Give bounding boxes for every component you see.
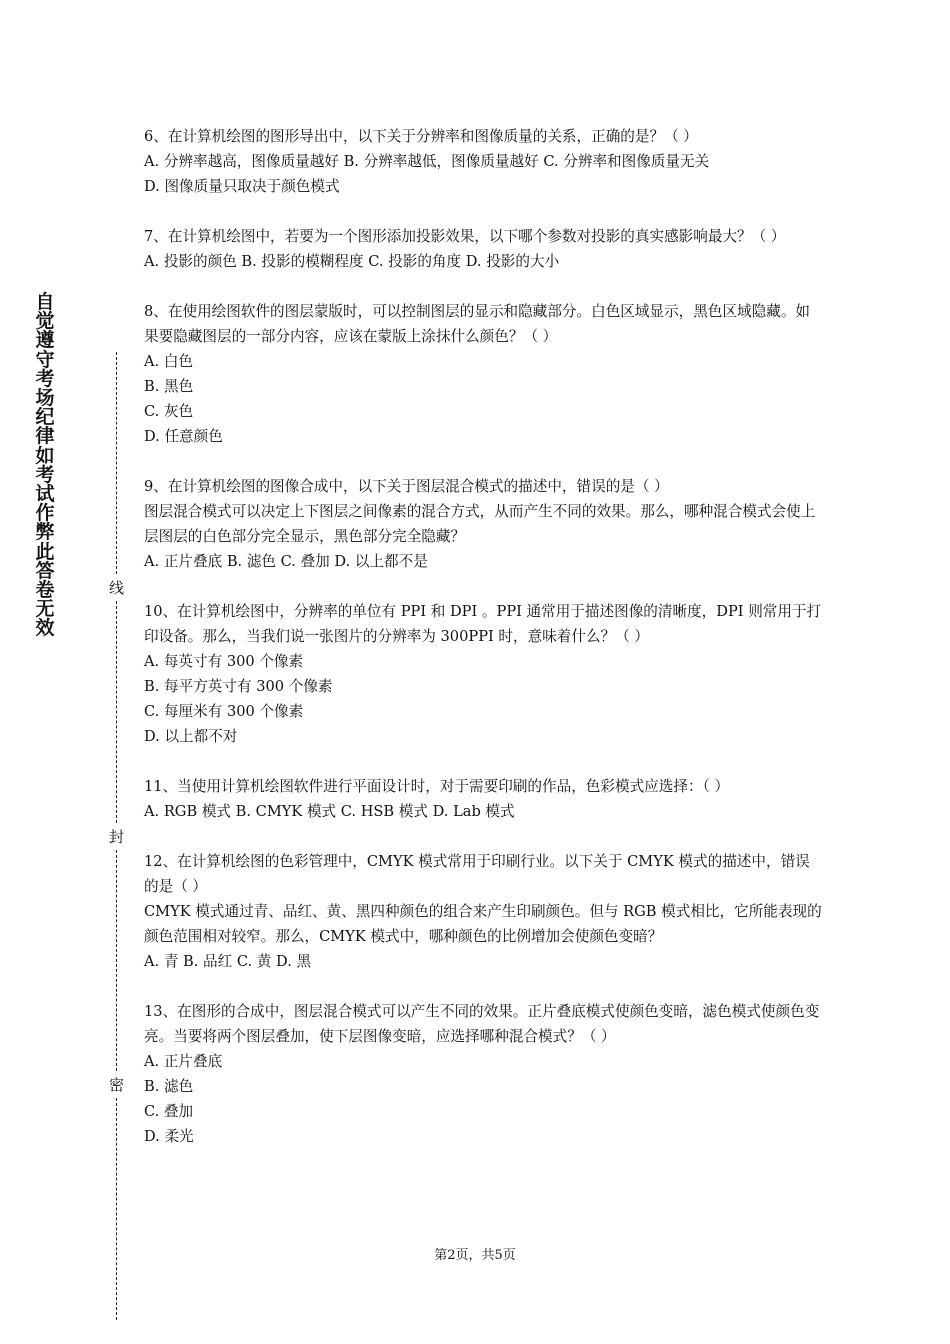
question-option-d: D. 以上都不对 (144, 728, 238, 745)
binding-label-feng: 封 (107, 828, 125, 844)
question-option-a: A. 正片叠底 (144, 1053, 223, 1070)
question-stem: 11、当使用计算机绘图软件进行平面设计时，对于需要印刷的作品，色彩模式应选择：（ ） (144, 778, 730, 795)
binding-label-xian: 线 (107, 579, 125, 595)
binding-dash (116, 601, 117, 823)
question-option-a: A. 白色 (144, 353, 194, 370)
question-stem: 10、在计算机绘图中，分辨率的单位有 PPI 和 DPI 。PPI 通常用于描述图像的清晰度，DPI 则常用于打印设备。那么，当我们说一张图片的分辨率为 300PPI 时，意味着什么？（ ） (144, 603, 822, 645)
question-option-c: C. 叠加 (144, 1103, 194, 1120)
question-13 (144, 999, 824, 1149)
question-9 (144, 474, 824, 574)
question-option-d: D. 图像质量只取决于颜色模式 (144, 178, 340, 195)
binding-dash (116, 850, 117, 1072)
question-stem: 13、在图形的合成中，图层混合模式可以产生不同的效果。正片叠底模式使颜色变暗，滤色模式使颜色变亮。当要将两个图层叠加，使下层图像变暗，应选择哪种混合模式？（ ） (144, 1003, 820, 1045)
question-11 (144, 774, 824, 824)
question-option-b: B. 黑色 (144, 378, 194, 395)
binding-line (106, 352, 126, 1320)
page-number: 第2页，共5页 (434, 1248, 516, 1263)
question-stem: 6、在计算机绘图的图形导出中，以下关于分辨率和图像质量的关系，正确的是？（ ） (144, 128, 698, 145)
question-options: A. 投影的颜色 B. 投影的模糊程度 C. 投影的角度 D. 投影的大小 (144, 253, 560, 270)
binding-label-mi: 密 (107, 1077, 125, 1093)
question-list (144, 124, 824, 1174)
question-options: A. 分辨率越高，图像质量越好 B. 分辨率越低，图像质量越好 C. 分辨率和图像质量无关 (144, 153, 710, 170)
question-context: CMYK 模式通过青、品红、黄、黑四种颜色的组合来产生印刷颜色。但与 RGB 模式相比，它所能表现的颜色范围相对较窄。那么，CMYK 模式中，哪种颜色的比例增加会使颜色变暗？ (144, 903, 822, 945)
question-options: A. 青 B. 品红 C. 黄 D. 黑 (144, 953, 312, 970)
question-option-b: B. 每平方英寸有 300 个像素 (144, 678, 333, 695)
question-options: A. RGB 模式 B. CMYK 模式 C. HSB 模式 D. Lab 模式 (144, 803, 515, 820)
question-stem: 8、在使用绘图软件的图层蒙版时，可以控制图层的显示和隐藏部分。白色区域显示，黑色区域隐藏。如果要隐藏图层的一部分内容，应该在蒙版上涂抹什么颜色？（ ） (144, 303, 811, 345)
question-option-a: A. 每英寸有 300 个像素 (144, 653, 304, 670)
question-stem: 7、在计算机绘图中，若要为一个图形添加投影效果，以下哪个参数对投影的真实感影响最大？（ ） (144, 228, 786, 245)
question-option-d: D. 任意颜色 (144, 428, 223, 445)
question-option-d: D. 柔光 (144, 1128, 194, 1145)
question-options: A. 正片叠底 B. 滤色 C. 叠加 D. 以上都不是 (144, 553, 428, 570)
question-option-c: C. 每厘米有 300 个像素 (144, 703, 304, 720)
question-context: 图层混合模式可以决定上下图层之间像素的混合方式，从而产生不同的效果。那么，哪种混合模式会使上层图层的白色部分完全显示，黑色部分完全隐藏？ (144, 503, 816, 545)
question-8 (144, 299, 824, 449)
binding-dash (116, 1098, 117, 1320)
question-stem: 9、在计算机绘图的图像合成中，以下关于图层混合模式的描述中，错误的是（ ） (144, 478, 669, 495)
binding-dash (116, 352, 117, 574)
question-option-c: C. 灰色 (144, 403, 194, 420)
question-option-b: B. 滤色 (144, 1078, 194, 1095)
question-10 (144, 599, 824, 749)
question-7 (144, 224, 824, 274)
exam-discipline-notice: 自觉遵守考场纪律如考试作弊此答卷无效 (35, 291, 55, 640)
question-stem: 12、在计算机绘图的色彩管理中，CMYK 模式常用于印刷行业。以下关于 CMYK 模式的描述中，错误的是（ ） (144, 853, 810, 895)
question-6 (144, 124, 824, 199)
question-12 (144, 849, 824, 974)
